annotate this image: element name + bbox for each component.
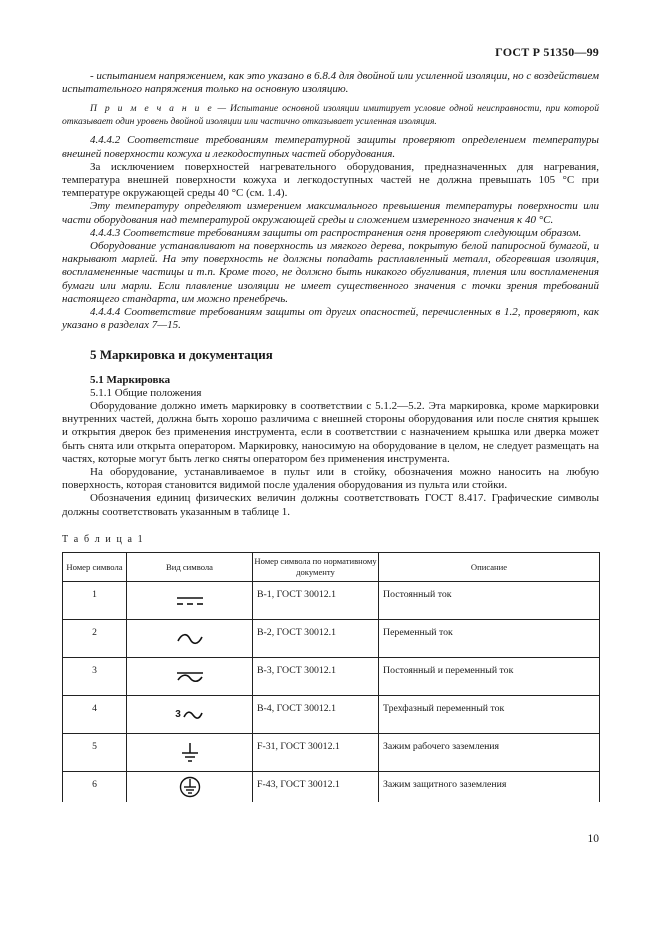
table-header-row — [63, 553, 600, 582]
row-number: 6 — [63, 772, 127, 803]
paragraph-insulation-test: - испытанием напряжением, как это указано в 6.8.4 для двойной или усиленной изоляции, но с воздействием испытательного напряжения только на основную изоляцию. — [62, 70, 599, 96]
row-reference: В-4, ГОСТ 30012.1 — [253, 696, 379, 734]
note-label: П р и м е ч а н и е — [90, 103, 214, 115]
paragraph-5-1-1: 5.1.1 Общие положения — [90, 386, 202, 399]
row-reference: F-43, ГОСТ 30012.1 — [253, 772, 379, 803]
row-reference: В-3, ГОСТ 30012.1 — [253, 658, 379, 696]
paragraph-4-4-4-3: 4.4.4.3 Соответствие требованиям защиты от распространения огня проверяют следующим образом. — [90, 226, 582, 239]
page-number: 10 — [587, 833, 599, 845]
table-row — [63, 582, 600, 620]
functional-earth-icon — [180, 747, 200, 758]
row-description: Постоянный и переменный ток — [379, 658, 600, 696]
dc-ac-current-icon — [175, 671, 205, 682]
row-number: 2 — [63, 620, 127, 658]
table-row — [63, 620, 600, 658]
three-phase-ac-icon — [175, 708, 204, 721]
row-reference: F-31, ГОСТ 30012.1 — [253, 734, 379, 772]
row-reference: В-2, ГОСТ 30012.1 — [253, 620, 379, 658]
paragraph-4-4-4-4: 4.4.4.4 Соответствие требованиям защиты от других опасностей, перечисленных в 1.2, проверяют, как указано в разделах 7—15. — [62, 306, 599, 332]
paragraph-marking: Оборудование должно иметь маркировку в соответствии с 5.1.2—5.2. Эта маркировка, кроме маркировки внутренних частей, должна быть хорошо различима с внешней стороны оборудования или после снятия крышек и открытия дверок без применения инструмента, если в соответствии с назначением крышка или дверка может быть снята или открыта оператором. Маркировку, наносимую на оборудование в целом, не следует размещать на частях, которые могут быть легко сняты оператором без применения инструмента. — [62, 400, 599, 465]
section-title-5: 5 Маркировка и документация — [90, 347, 273, 363]
row-description: Постоянный ток — [379, 582, 600, 620]
paragraph-heating: За исключением поверхностей нагревательного оборудования, предназначенных для нагревания, температура внешней поверхности кожуха и легкодоступных частей не должна превышать 105 °С при температуре окружающей среды 40 °С (см. 1.4). — [62, 160, 599, 200]
table-row — [63, 772, 600, 803]
note — [62, 102, 599, 128]
row-description: Трехфазный переменный ток — [379, 696, 600, 734]
paragraph-units: Обозначения единиц физических величин должны соответствовать ГОСТ 8.417. Графические символы должны соответствовать указанным в таблице 1. — [62, 492, 599, 518]
row-number: 5 — [63, 734, 127, 772]
paragraph-4-4-4-2: 4.4.4.2 Соответствие требованиям температурной защиты проверяют определением температуры внешней поверхности кожуха и легкодоступных частей оборудования. — [62, 134, 599, 160]
symbols-table — [62, 552, 600, 802]
header-number: Номер символа — [63, 553, 127, 582]
direct-current-icon — [175, 595, 205, 606]
table-row — [63, 696, 600, 734]
table-row — [63, 658, 600, 696]
standard-code: ГОСТ Р 51350—99 — [495, 45, 599, 59]
page-content — [62, 70, 599, 802]
row-description: Зажим рабочего заземления — [379, 734, 600, 772]
row-number: 3 — [63, 658, 127, 696]
table-caption: Т а б л и ц а 1 — [62, 533, 145, 545]
alternating-current-icon — [175, 633, 205, 644]
section-title-5-1: 5.1 Маркировка — [90, 373, 171, 386]
row-number: 1 — [63, 582, 127, 620]
paragraph-fire-test: Оборудование устанавливают на поверхность из мягкого дерева, покрытую белой папиросной бумагой, и накрывают марлей. На эту поверхность не должны попадать расплавленный металл, обгоревшая изоляция, воспламененные частицы и т.п. Кроме того, не должно быть никакого обугливания, тления или воспламенения бумаги или марли. Если плавление изоляции не имеет существенного значения с точки зрения требований настоящего стандарта, им можно пренебречь. — [62, 240, 599, 305]
header-symbol: Вид символа — [127, 553, 253, 582]
protective-earth-icon — [179, 781, 201, 792]
paragraph-temperature: Эту температуру определяют измерением максимального превышения температуры поверхности или части оборудования над температурой окружающей среды и сложением измеренного значения к 40 °С. — [62, 200, 599, 226]
header-description: Описание — [379, 553, 600, 582]
paragraph-console: На оборудование, устанавливаемое в пульт или в стойку, обозначения можно наносить на любую поверхность, которая становится видимой после удаления оборудования из пульта или стойки. — [62, 466, 599, 492]
row-description: Переменный ток — [379, 620, 600, 658]
row-description: Зажим защитного заземления — [379, 772, 600, 803]
row-number: 4 — [63, 696, 127, 734]
three-phase-label: 3 — [175, 708, 181, 720]
header-reference: Номер символа по нормативному документу — [253, 553, 379, 582]
note-text: — Испытание основной изоляции имитирует условие одной неисправности, при которой отказывает один уровень двойной изоляции или частично отказывает усиленная изоляция. — [62, 103, 599, 128]
table-row — [63, 734, 600, 772]
row-reference: В-1, ГОСТ 30012.1 — [253, 582, 379, 620]
